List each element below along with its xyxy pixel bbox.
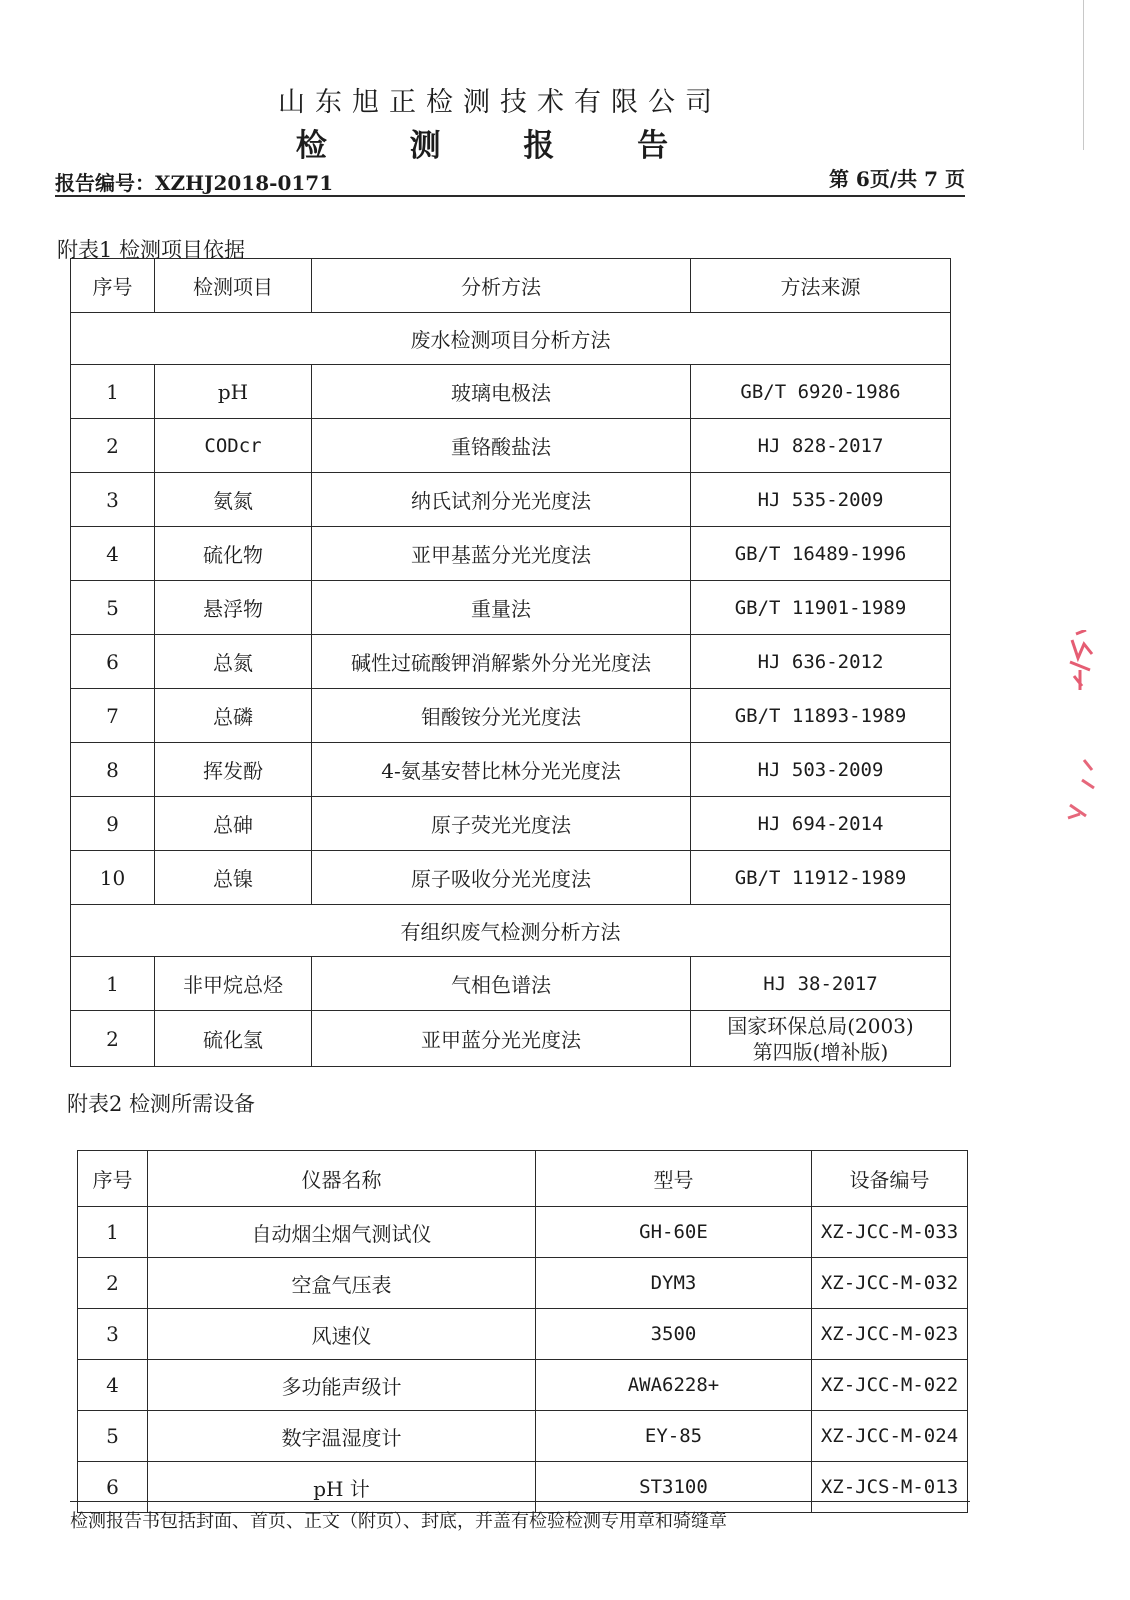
row-code: XZ-JCS-M-013 [812, 1462, 968, 1513]
row-source: HJ 694-2014 [691, 797, 951, 851]
row-item: 总磷 [155, 689, 312, 743]
row-no: 5 [78, 1411, 148, 1462]
row-name: 多功能声级计 [148, 1360, 536, 1411]
row-no: 9 [71, 797, 155, 851]
row-no: 1 [71, 365, 155, 419]
row-model: GH-60E [536, 1207, 812, 1258]
page-edge-line [1083, 0, 1084, 150]
table-row [78, 1309, 968, 1360]
row-method: 原子吸收分光光度法 [312, 851, 691, 905]
row-name: 风速仪 [148, 1309, 536, 1360]
footer-note: 检测报告书包括封面、首页、正文（附页）、封底，并盖有检验检测专用章和骑缝章 [70, 1511, 727, 1532]
row-method: 碱性过硫酸钾消解紫外分光光度法 [312, 635, 691, 689]
row-model: AWA6228+ [536, 1360, 812, 1411]
row-item: CODcr [155, 419, 312, 473]
row-code: XZ-JCC-M-033 [812, 1207, 968, 1258]
table-header-row [78, 1151, 968, 1207]
row-source: GB/T 11912-1989 [691, 851, 951, 905]
header-cell: 序号 [78, 1151, 148, 1207]
row-code: XZ-JCC-M-032 [812, 1258, 968, 1309]
table-row [71, 581, 951, 635]
table-row [71, 743, 951, 797]
row-item: 总砷 [155, 797, 312, 851]
row-no: 2 [71, 419, 155, 473]
section-row-wastewater [71, 313, 951, 365]
row-method: 玻璃电极法 [312, 365, 691, 419]
table-row [71, 635, 951, 689]
equipment-table [77, 1150, 968, 1513]
row-source: HJ 828-2017 [691, 419, 951, 473]
row-source: HJ 38-2017 [691, 957, 951, 1011]
header-cell: 设备编号 [812, 1151, 968, 1207]
row-method: 原子荧光光度法 [312, 797, 691, 851]
table1-caption: 附表1 检测项目依据 [57, 238, 246, 262]
row-model: 3500 [536, 1309, 812, 1360]
row-source: GB/T 11901-1989 [691, 581, 951, 635]
row-source [691, 1011, 951, 1067]
row-model: ST3100 [536, 1462, 812, 1513]
row-item: 氨氮 [155, 473, 312, 527]
row-no: 6 [71, 635, 155, 689]
method-table [70, 258, 951, 1067]
table-row [71, 419, 951, 473]
row-source: HJ 535-2009 [691, 473, 951, 527]
table-row [71, 689, 951, 743]
section-title: 有组织废气检测分析方法 [71, 905, 951, 957]
header-cell: 分析方法 [312, 259, 691, 313]
table-row [71, 365, 951, 419]
row-no: 5 [71, 581, 155, 635]
row-source: HJ 636-2012 [691, 635, 951, 689]
row-name: 数字温湿度计 [148, 1411, 536, 1462]
row-method: 气相色谱法 [312, 957, 691, 1011]
row-no: 8 [71, 743, 155, 797]
report-number: 报告编号：XZHJ2018-0171 [55, 171, 334, 195]
table-header-row [71, 259, 951, 313]
row-source: GB/T 16489-1996 [691, 527, 951, 581]
row-name: 自动烟尘烟气测试仪 [148, 1207, 536, 1258]
row-method: 亚甲蓝分光光度法 [312, 1011, 691, 1067]
row-item: 硫化氢 [155, 1011, 312, 1067]
header-cell: 方法来源 [691, 259, 951, 313]
row-item: 悬浮物 [155, 581, 312, 635]
section-title: 废水检测项目分析方法 [71, 313, 951, 365]
header-cell: 仪器名称 [148, 1151, 536, 1207]
report-header-row [55, 163, 965, 197]
row-no: 4 [71, 527, 155, 581]
section-row-exhaust-gas [71, 905, 951, 957]
table-row [71, 527, 951, 581]
table-row [78, 1258, 968, 1309]
table-row [78, 1411, 968, 1462]
header-cell: 型号 [536, 1151, 812, 1207]
table-row [71, 1011, 951, 1067]
row-item: 总氮 [155, 635, 312, 689]
row-model: EY-85 [536, 1411, 812, 1462]
table-row [78, 1207, 968, 1258]
row-no: 2 [78, 1258, 148, 1309]
table-row [78, 1360, 968, 1411]
row-method: 纳氏试剂分光光度法 [312, 473, 691, 527]
table-row [71, 957, 951, 1011]
table-row [78, 1462, 968, 1513]
row-method: 重量法 [312, 581, 691, 635]
row-no: 2 [71, 1011, 155, 1067]
table2-caption: 附表2 检测所需设备 [67, 1092, 256, 1116]
page-number: 第 6页/共 7 页 [828, 167, 965, 191]
row-no: 3 [78, 1309, 148, 1360]
row-method: 钼酸铵分光光度法 [312, 689, 691, 743]
row-no: 7 [71, 689, 155, 743]
row-item: 非甲烷总烃 [155, 957, 312, 1011]
row-item: pH [155, 365, 312, 419]
row-source: GB/T 11893-1989 [691, 689, 951, 743]
row-model: DYM3 [536, 1258, 812, 1309]
row-code: XZ-JCC-M-023 [812, 1309, 968, 1360]
row-method: 4-氨基安替比林分光光度法 [312, 743, 691, 797]
row-no: 1 [78, 1207, 148, 1258]
company-name: 山东旭正检测技术有限公司 [278, 87, 722, 118]
header-cell: 序号 [71, 259, 155, 313]
row-name: 空盒气压表 [148, 1258, 536, 1309]
report-title: 检 测 报 告 [295, 128, 705, 164]
row-method: 亚甲基蓝分光光度法 [312, 527, 691, 581]
source-line: 第四版(增补版) [752, 1039, 889, 1064]
row-source: GB/T 6920-1986 [691, 365, 951, 419]
row-no: 1 [71, 957, 155, 1011]
source-line: 国家环保总局(2003) [727, 1013, 914, 1038]
row-item: 总镍 [155, 851, 312, 905]
footer-divider [70, 1501, 970, 1502]
row-source: HJ 503-2009 [691, 743, 951, 797]
table-row [71, 473, 951, 527]
seal-fragment-icon [1062, 630, 1102, 840]
row-no: 4 [78, 1360, 148, 1411]
row-item: 挥发酚 [155, 743, 312, 797]
row-no: 3 [71, 473, 155, 527]
table-row [71, 851, 951, 905]
row-code: XZ-JCC-M-022 [812, 1360, 968, 1411]
row-no: 6 [78, 1462, 148, 1513]
row-item: 硫化物 [155, 527, 312, 581]
row-method: 重铬酸盐法 [312, 419, 691, 473]
row-name: pH 计 [148, 1462, 536, 1513]
row-no: 10 [71, 851, 155, 905]
row-code: XZ-JCC-M-024 [812, 1411, 968, 1462]
header-cell: 检测项目 [155, 259, 312, 313]
table-row [71, 797, 951, 851]
